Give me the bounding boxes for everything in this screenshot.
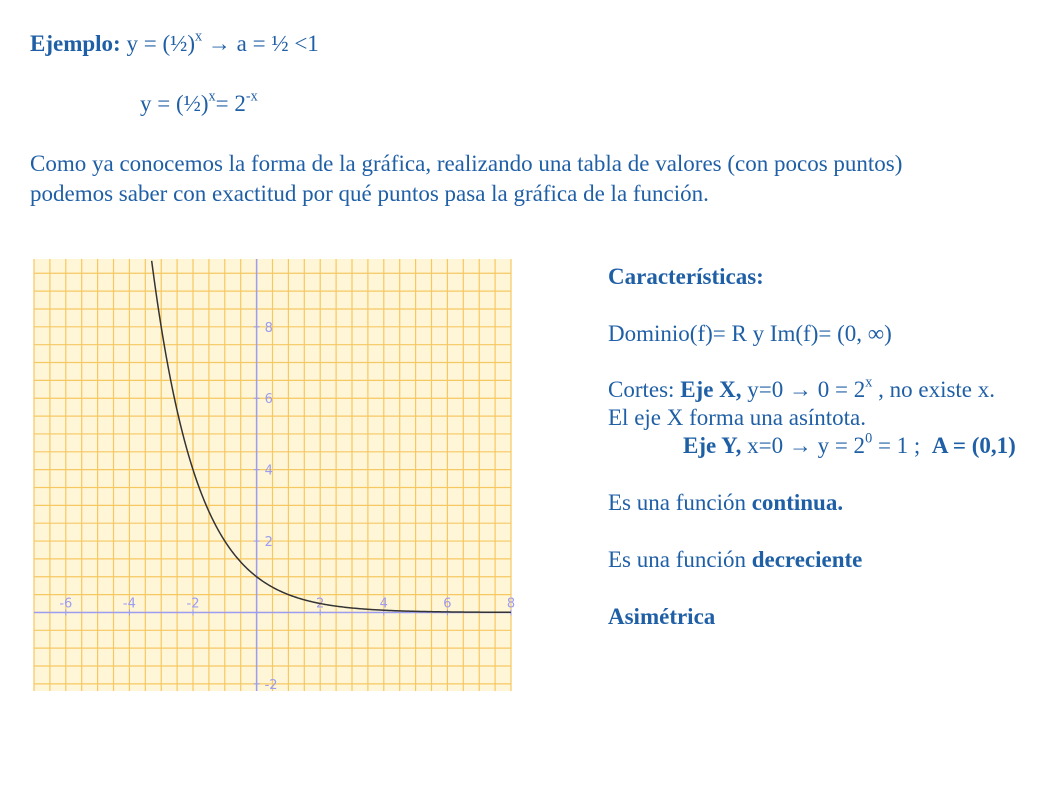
monotonicity-line bbox=[608, 546, 862, 574]
x-tick-label: 6 bbox=[443, 596, 452, 612]
continuity-line bbox=[608, 489, 843, 517]
x-tick-label: -6 bbox=[59, 596, 73, 612]
example-label: Ejemplo: bbox=[30, 31, 121, 56]
asymptote-line: El eje X forma una asíntota. bbox=[608, 405, 867, 430]
features-heading bbox=[608, 263, 764, 291]
monotonic-prefix: Es una función bbox=[608, 547, 746, 572]
y-tick-label: 2 bbox=[264, 535, 273, 551]
symmetry-line bbox=[608, 603, 715, 631]
example-base-condition: → a = ½ <1 bbox=[207, 31, 319, 56]
x-axis-exponent: x bbox=[865, 374, 873, 391]
x-axis-conclusion: , no existe x. bbox=[878, 377, 996, 402]
example-title-line bbox=[30, 30, 319, 58]
y-tick-label: 6 bbox=[264, 392, 273, 408]
continuity-word: continua. bbox=[751, 490, 844, 515]
intro-line-2: podemos saber con exactitud por qué puntos pasa la gráfica de la función. bbox=[30, 181, 709, 206]
formula-right: = 2 bbox=[215, 91, 246, 116]
x-axis-label: Eje X, bbox=[680, 377, 742, 402]
x-tick-label: 2 bbox=[316, 596, 325, 612]
y-axis-intercept-line bbox=[683, 432, 1016, 460]
y-tick-label: -2 bbox=[264, 677, 278, 693]
y-axis-label: Eje Y, bbox=[683, 433, 742, 458]
x-tick-label: -2 bbox=[186, 596, 200, 612]
formula-right-exponent: -x bbox=[245, 88, 258, 105]
cuts-label: Cortes: bbox=[608, 377, 675, 402]
function-graph bbox=[34, 259, 516, 693]
domain-range-line: Dominio(f)= R y Im(f)= (0, ∞) bbox=[608, 321, 892, 346]
x-axis-equation: y=0 → 0 = 2 bbox=[747, 377, 866, 402]
y-axis-exponent: 0 bbox=[865, 430, 873, 447]
symmetry-word: Asimétrica bbox=[608, 604, 716, 629]
intercept-point: A = (0,1) bbox=[931, 433, 1016, 458]
example-formula-line bbox=[140, 90, 258, 118]
example-exponent: x bbox=[195, 28, 203, 45]
y-axis-result: = 1 ; bbox=[877, 433, 921, 458]
x-tick-label: 4 bbox=[379, 596, 388, 612]
continuity-prefix: Es una función bbox=[608, 490, 746, 515]
y-tick-label: 4 bbox=[264, 463, 273, 479]
x-tick-label: -4 bbox=[122, 596, 136, 612]
formula-left-exponent: x bbox=[208, 88, 216, 105]
features-heading-text: Características: bbox=[608, 264, 764, 289]
monotonic-word: decreciente bbox=[751, 547, 863, 572]
y-tick-label: 8 bbox=[264, 320, 273, 336]
example-base: y = (½) bbox=[126, 31, 196, 56]
intro-line-1: Como ya conocemos la forma de la gráfica, realizando una tabla de valores (con pocos puntos) bbox=[30, 151, 903, 176]
x-tick-label: 8 bbox=[506, 596, 516, 612]
formula-left: y = (½) bbox=[140, 91, 209, 116]
y-axis-equation: x=0 → y = 2 bbox=[747, 433, 866, 458]
x-axis-intercept-line bbox=[608, 376, 995, 404]
